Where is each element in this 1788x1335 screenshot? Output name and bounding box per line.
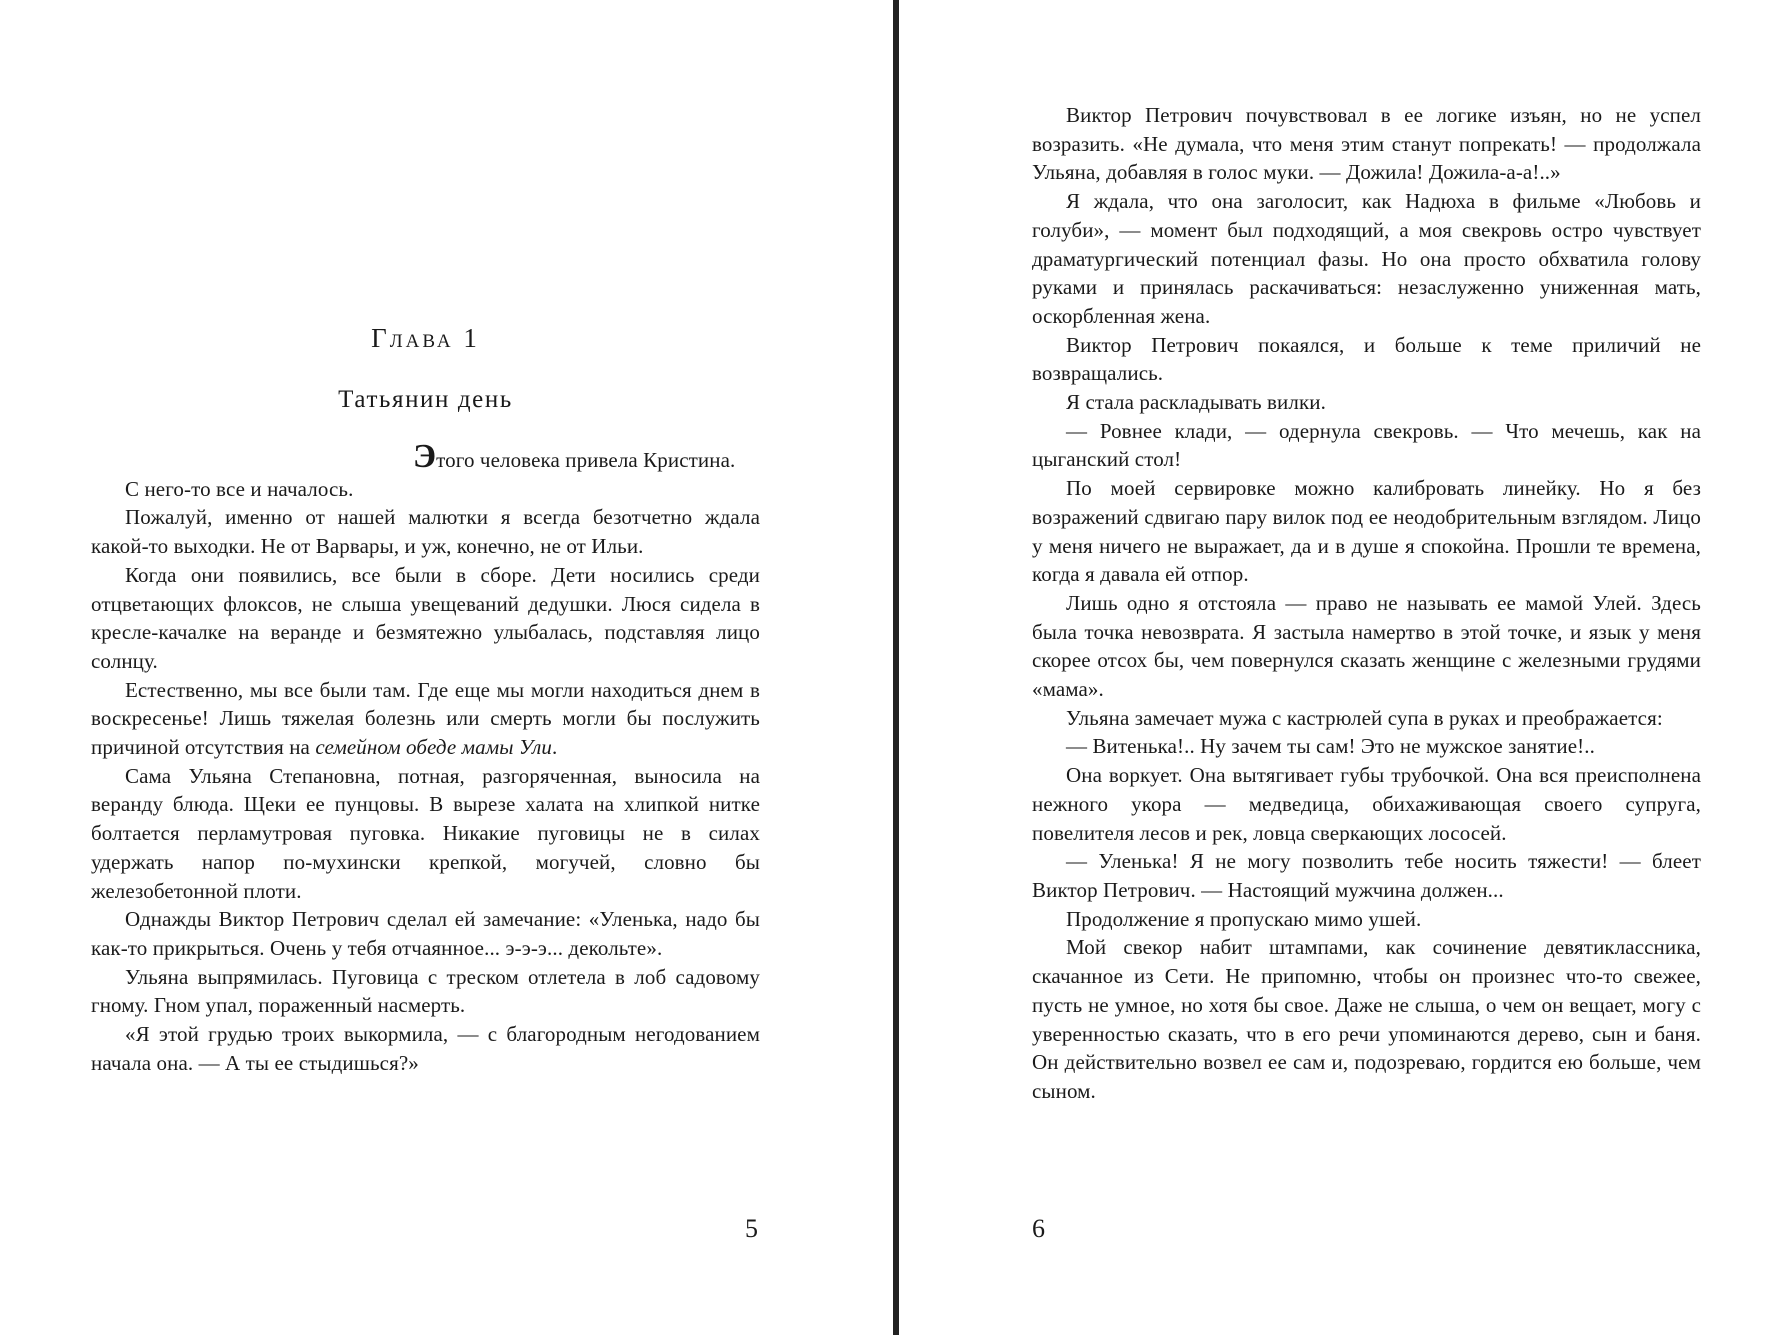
opening-paragraph-text: того человека привела Кристина. xyxy=(436,448,736,472)
chapter-title: Татьянин день xyxy=(338,386,513,413)
paragraph: Ульяна замечает мужа с кастрюлей супа в руках и преображается: xyxy=(1066,705,1663,730)
paragraph: Сама Ульяна Степановна, потная, разгоряченная, выносила на веранду блюда. Щеки ее пунцовы. В вырезе халата на хлипкой нитке болтается перламутровая пуговка. Никакие пуговицы не в силах удержать напор по-мухински крепкой, могучей, словно бы железобетонной плоти. xyxy=(91,763,760,903)
paragraph-text: Естественно, мы все были там. Где еще мы могли находиться днем в воскресенье! Лишь тяжелая болезнь или смерть могли бы послужить причиной отсутствия на xyxy=(91,677,760,760)
paragraph: Она воркует. Она вытягивает губы трубочкой. Она вся преисполнена нежного укора — медведица, обихаживающая своего супруга, повелителя лесов и рек, ловца сверкающих лососей. xyxy=(1032,763,1701,845)
page-number: 6 xyxy=(1032,1214,1045,1243)
paragraph: Когда они появились, все были в сборе. Дети носились среди отцветающих флоксов, не слыша увещеваний дедушки. Люся сидела в кресле-качалке на веранде и безмятежно улыбалась, подставляя лицо солнцу. xyxy=(91,562,760,673)
italic-phrase: семейном обеде мамы Ули xyxy=(315,735,552,760)
paragraph: «Я этой грудью троих выкормила, — с благородным негодованием начала она. — А ты ее стыдишься?» xyxy=(91,1022,760,1075)
left-page xyxy=(0,0,893,1335)
paragraph: Ульяна выпрямилась. Пуговица с треском отлетела в лоб садовому гному. Гном упал, пораженный насмерть. xyxy=(91,964,760,1018)
right-page-text xyxy=(1032,101,1701,1106)
paragraph: — Уленька! Я не могу позволить тебе носить тяжести! — блеет Виктор Петрович. — Настоящий мужчина должен... xyxy=(1032,849,1701,902)
paragraph: — Витенька!.. Ну зачем ты сам! Это не мужское занятие!.. xyxy=(1066,734,1595,759)
paragraph: — Ровнее клади, — одернула свекровь. — Что мечешь, как на цыганский стол! xyxy=(1032,418,1701,472)
paragraph: Пожалуй, именно от нашей малютки я всегда безотчетно ждала какой-то выходки. Не от Варвары, и уж, конечно, не от Ильи. xyxy=(91,505,760,559)
left-page-text xyxy=(91,438,760,1077)
paragraph: Продолжение я пропускаю мимо ушей. xyxy=(1066,906,1422,931)
opening-paragraph xyxy=(91,438,760,475)
chapter-number: Глава 1 xyxy=(371,323,480,353)
paragraph: Мой свекор набит штампами, как сочинение девятиклассника, скачанное из Сети. Не припомню, чтобы он произнес что-то свежее, пусть не умное, но хотя бы свое. Даже не слыша, о чем он вещает, могу с уверенностью сказать, что в его речи упоминаются дерево, сын и баня. Он действительно возвел ее сам и, подозреваю, гордится ею больше, чем сыном. xyxy=(1032,935,1701,1103)
paragraph: Виктор Петрович почувствовал в ее логике изъян, но не успел возразить. «Не думала, что меня этим станут попрекать! — продолжала Ульяна, добавляя в голос муки. — Дожила! Дожила-а-а!..» xyxy=(1032,103,1701,185)
paragraph: Однажды Виктор Петрович сделал ей замечание: «Уленька, надо бы как-то прикрыться. Очень у тебя отчаянное... э-э-э... декольте». xyxy=(91,907,760,960)
paragraph: С него-то все и началось. xyxy=(125,476,354,501)
paragraph: Виктор Петрович покаялся, и больше к теме приличий не возвращались. xyxy=(1032,332,1701,386)
right-page xyxy=(899,0,1788,1335)
drop-cap: Э xyxy=(413,438,437,475)
paragraph: Я стала раскладывать вилки. xyxy=(1066,390,1326,415)
paragraph xyxy=(91,676,760,762)
paragraph: По моей сервировке можно калибровать линейку. Но я без возражений сдвигаю пару вилок под ее неодобрительным взглядом. Лицо у меня ничего не выражает, да и в душе я спокойна. Прошли те времена, когда я давала ей отпор. xyxy=(1032,476,1701,587)
paragraph: Лишь одно я отстояла — право не называть ее мамой Улей. Здесь была точка невозврата. Я застыла намертво в этой точке, и язык у меня скорее отсох бы, чем повернулся сказать женщине с железными грудями «мама». xyxy=(1032,590,1701,702)
page-number: 5 xyxy=(745,1214,758,1243)
paragraph-text: . xyxy=(552,735,558,760)
paragraph: Я ждала, что она заголосит, как Надюха в фильме «Любовь и голуби», — момент был подходящий, а моя свекровь остро чувствует драматургический потенциал фазы. Но она просто обхватила голову руками и принялась раскачиваться: незаслуженно униженная мать, оскорбленная жена. xyxy=(1032,189,1701,328)
